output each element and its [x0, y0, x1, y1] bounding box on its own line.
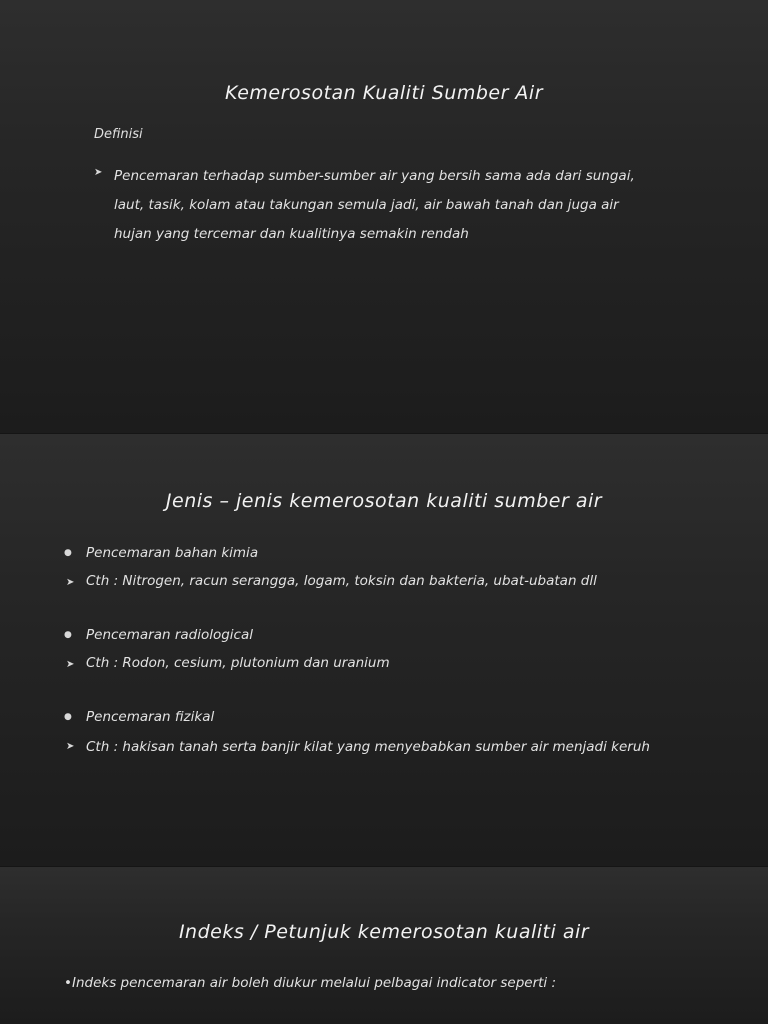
type-item: Pencemaran fizikal: [86, 709, 215, 725]
type-item: Pencemaran radiological: [86, 627, 254, 643]
dot-bullet-icon: ●: [64, 712, 72, 722]
slide-title: Jenis – jenis kemerosotan kualiti sumber air: [165, 490, 603, 512]
dot-bullet-icon: ●: [64, 630, 72, 640]
example-item: Cth : Rodon, cesium, plutonium dan uranium: [86, 655, 390, 671]
arrow-bullet-icon: ➤: [66, 659, 75, 670]
dot-bullet-icon: ●: [64, 548, 72, 558]
slide-definition: [0, 0, 768, 433]
subheading-definisi: Definisi: [94, 127, 143, 142]
type-item: Pencemaran bahan kimia: [86, 545, 259, 561]
intro-text: •Indeks pencemaran air boleh diukur melalui pelbagai indicator seperti :: [64, 975, 557, 991]
example-item: Cth : Nitrogen, racun serangga, logam, toksin dan bakteria, ubat-ubatan dll: [86, 573, 597, 589]
definition-text: Pencemaran terhadap sumber-sumber air yang bersih sama ada dari sungai, laut, tasik, kolam atau takungan semula jadi, air bawah tanah dan juga air hujan yang tercemar dan kualitinya semakin rendah: [114, 168, 635, 242]
slide-index: [0, 866, 768, 1024]
slide-title: Indeks / Petunjuk kemerosotan kualiti air: [178, 921, 590, 943]
arrow-bullet-icon: ➤: [94, 167, 103, 178]
slide-title: Kemerosotan Kualiti Sumber Air: [224, 82, 544, 104]
example-item: Cth : hakisan tanah serta banjir kilat yang menyebabkan sumber air menjadi keruh: [86, 739, 650, 755]
arrow-bullet-icon: ➤: [66, 577, 75, 588]
slide-types: [0, 433, 768, 867]
arrow-bullet-icon: ➤: [66, 741, 75, 752]
